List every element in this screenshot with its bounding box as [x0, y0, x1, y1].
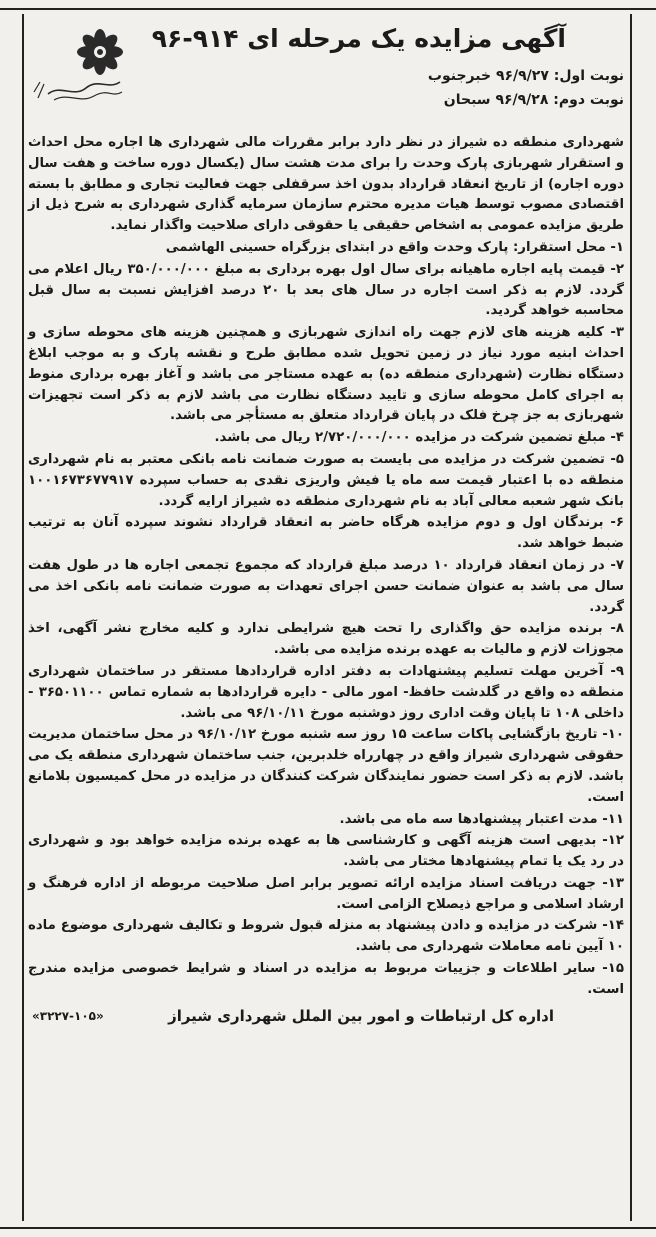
- notice-code: «۳۲۲۷-۱۰۵»: [32, 1008, 104, 1023]
- item-1: ۱- محل استقرار: پارک وحدت واقع در ابتدای بزرگراه حسینی الهاشمی: [165, 239, 624, 255]
- item-8: ۸- برنده مزایده حق واگذاری را تحت هیچ شرایطی ندارد و کلیه مخارج نشر آگهی، اخذ مجوزات لازم و مالیات به عهده برنده مزایده می باشد.: [28, 621, 624, 658]
- right-column-rule: [630, 14, 632, 1221]
- item-7: ۷- در زمان انعقاد قرارداد ۱۰ درصد مبلغ قرارداد که مجموع تجمعی اجاره ها در طول هفت سال می باشد به عنوان ضمانت حسن اجرای تعهدات به صورت ضمانت نامه بانکی اخذ می گردد.: [28, 557, 624, 615]
- auction-notice: [28, 24, 624, 1033]
- top-border: [0, 0, 656, 10]
- item-3: ۳- کلیه هزینه های لازم جهت راه اندازی شهربازی و همچنین هزینه های محوطه سازی و احداث ابنیه مورد نیاز در زمین تحویل شده مطابق طرح و نقشه پارک و به موجب ابلاغ دستگاه نظارت (شهرداری منطقه ده) به عهده مستاجر می باشد و آغاز بهره برداری منوط به اجرای کامل محوطه سازی و تایید دستگاه نظارت می باشد لازم به ذکر است تجهیزات شهربازی به جز چرخ فلک در پایان قرارداد متعلق به مستأجر می باشد.: [28, 325, 624, 424]
- bottom-border: [0, 1227, 656, 1229]
- item-14: ۱۴- شرکت در مزایده و دادن پیشنهاد به منزله قبول شروط و تکالیف شهرداری موضوع ماده ۱۰ آیین نامه معاملات شهرداری می باشد.: [28, 918, 624, 955]
- shiraz-municipality-logo-icon: [28, 28, 128, 108]
- publication-dates: [428, 64, 624, 112]
- item-9: ۹- آخرین مهلت تسلیم پیشنهادات به دفتر اداره قراردادها مستقر در ساختمان شهرداری منطقه ده واقع در گلدشت حافظ- امور مالی - دایره قراردادها به شماره تماس ۳۶۵۰۱۱۰۰ - داخلی ۱۰۸ تا پایان وقت اداری روز دوشنبه مورخ ۹۶/۱۰/۱۱ می باشد.: [28, 663, 624, 721]
- item-2: ۲- قیمت پایه اجاره ماهیانه برای سال اول بهره برداری به مبلغ ۳۵۰/۰۰۰/۰۰۰ ریال اعلام می گردد. لازم به ذکر است اجاره در سال های بعد با ۲۰ درصد افزایش نسبت به سال قبل محاسبه خواهد گردید.: [28, 261, 625, 319]
- intro-paragraph: شهرداری منطقه ده شیراز در نظر دارد برابر مقررات مالی شهرداری ها اجاره محل احداث و استقرار شهربازی پارک وحدت را برای مدت هشت سال (یکسال دوره ساخت و هفت سال دوره اجاره) از تاریخ انعقاد قرارداد بدون اخذ سرقفلی جهت فعالیت تجاری و مطابق با بسته اقتصادی مصوب توسط هیات مدیره محترم سازمان سرمایه گذاری شهرداری به شرح ذیل از طریق مزایده عمومی به اشخاص حقیقی یا حقوقی دارای صلاحیت واگذار نماید.: [28, 135, 624, 234]
- issuing-department: اداره کل ارتباطات و امور بین الملل شهرداری شیراز: [168, 1006, 554, 1025]
- item-5: ۵- تضمین شرکت در مزایده می بایست به صورت ضمانت نامه بانکی معتبر به نام شهرداری منطقه ده با اعتبار قیمت سه ماه یا فیش واریزی نقدی به حساب سپرده ۱۰۰۱۶۷۳۶۷۷۹۱۷ بانک شهر شعبه معالی آباد به نام شهرداری منطقه ده شیراز ارایه گردد.: [28, 451, 624, 509]
- item-12: ۱۲- بدیهی است هزینه آگهی و کارشناسی ها به عهده برنده مزایده خواهد بود و شهرداری در رد یک یا تمام پیشنهادها مختار می باشد.: [28, 833, 624, 870]
- notice-header: [28, 24, 624, 149]
- item-13: ۱۳- جهت دریافت اسناد مزایده ارائه تصویر برابر اصل صلاحیت مربوطه از اداره فرهنگ و ارشاد اسلامی و مراجع ذیصلاح الزامی است.: [28, 875, 624, 912]
- item-11: ۱۱- مدت اعتبار پیشنهادها سه ماه می باشد.: [339, 811, 624, 827]
- first-publication-date: نوبت اول: ۹۶/۹/۲۷ خبرجنوب: [427, 68, 624, 84]
- item-15: ۱۵- سایر اطلاعات و جزییات مربوط به مزایده در اسناد و شرایط خصوصی مزایده مندرج است.: [28, 961, 624, 997]
- notice-body: [28, 133, 624, 1001]
- second-publication-date: نوبت دوم: ۹۶/۹/۲۸ سبحان: [443, 92, 624, 108]
- notice-title: آگهی مزایده یک مرحله ای ۹۱۴-۹۶: [151, 24, 566, 53]
- item-4: ۴- مبلغ تضمین شرکت در مزایده ۲/۷۲۰/۰۰۰/۰۰۰ ریال می باشد.: [214, 430, 624, 446]
- left-column-rule: [22, 14, 24, 1221]
- item-6: ۶- برندگان اول و دوم مزایده هرگاه حاضر به انعقاد قرارداد نشوند سپرده آنان به ترتیب ضبط خواهد شد.: [28, 515, 624, 552]
- notice-footer: [28, 1007, 624, 1033]
- item-10: ۱۰- تاریخ بازگشایی پاکات ساعت ۱۵ روز سه شنبه مورخ ۹۶/۱۰/۱۲ در محل ساختمان مدیریت حقوقی شهرداری شیراز واقع در چهارراه خلدبرین، جنب ساختمان شهرداری منطقه یک می باشد. لازم به ذکر است حضور نمایندگان شرکت کنندگان در مزایده در محل کمیسیون بلامانع است.: [28, 727, 624, 805]
